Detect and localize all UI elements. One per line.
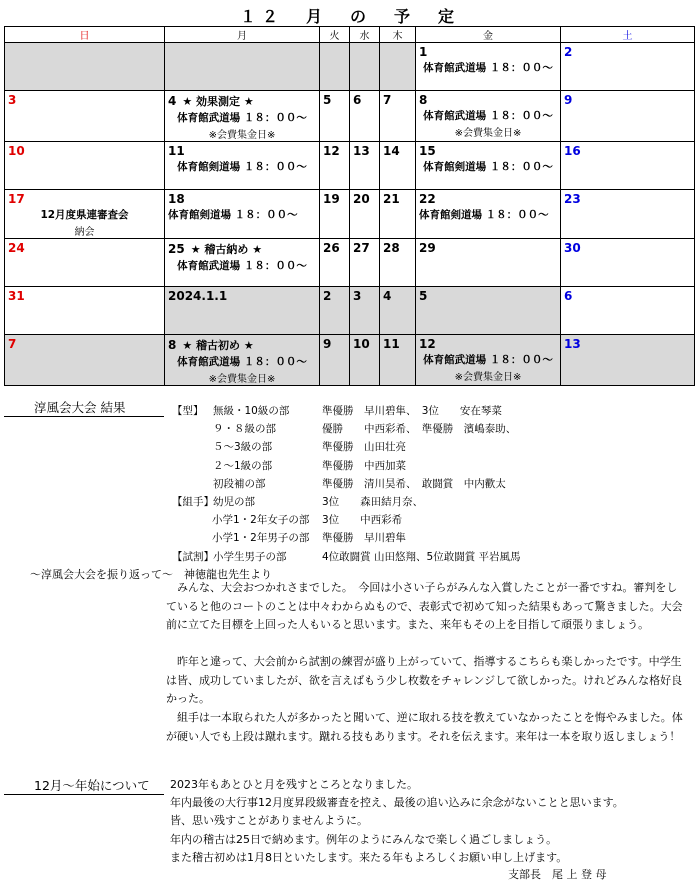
- day-cell: [5, 239, 165, 287]
- calendar-week: [5, 287, 695, 335]
- day-number: 4: [383, 289, 392, 303]
- day-cell: [5, 91, 165, 142]
- day-number-text: 25: [168, 242, 185, 256]
- day-number: [165, 91, 319, 109]
- day-number: [380, 43, 415, 45]
- day-cell: [320, 91, 350, 142]
- day-number: 2: [323, 289, 332, 303]
- day-cell: [416, 335, 561, 386]
- weekday-header: 金: [416, 27, 561, 43]
- day-number-text: 4: [168, 94, 177, 108]
- day-number-text: 29: [419, 241, 436, 255]
- event-line: 体育館武道場 １８：００～: [177, 112, 307, 124]
- day-cell: [5, 43, 165, 91]
- day-cell: [416, 91, 561, 142]
- day-cell: [350, 142, 380, 190]
- day-number-text: 15: [419, 144, 436, 158]
- day-number: [165, 335, 319, 353]
- result-category: 【組手】: [172, 496, 214, 508]
- day-cell: [380, 335, 416, 386]
- reflection-heading: ～淳風会大会を振り返って～ 神徳龍也先生より: [30, 568, 272, 581]
- day-cell: [350, 91, 380, 142]
- calendar-week: [5, 190, 695, 239]
- day-cell: [416, 287, 561, 335]
- day-cell: [561, 287, 695, 335]
- day-cell: [561, 239, 695, 287]
- result-division: 小学1・2年男子の部: [212, 532, 310, 545]
- event-line: 体育館武道場 １８：００～: [423, 110, 553, 122]
- calendar-week: [5, 335, 695, 386]
- day-cell: [320, 43, 350, 91]
- newyear-line: また稽古初めは1月8日といたします。来たる年もよろしくお願い申し上げます。: [170, 850, 568, 864]
- calendar-table: [4, 26, 695, 386]
- day-number: [5, 190, 164, 206]
- day-number: 12: [323, 144, 340, 158]
- calendar-week: [5, 142, 695, 190]
- day-number: 30: [564, 241, 581, 255]
- day-cell: [165, 142, 320, 190]
- day-number: 13: [353, 144, 370, 158]
- day-number: [165, 239, 319, 257]
- event-line: 体育館武道場 １８：００～: [177, 356, 307, 368]
- day-cell: [165, 335, 320, 386]
- day-number-text: 31: [8, 289, 25, 303]
- day-number: [5, 287, 164, 303]
- day-cell: [5, 190, 165, 239]
- result-winners: 準優勝 清川昊希、 敢闘賞 中内歡太: [322, 477, 506, 490]
- day-number: [416, 190, 560, 206]
- day-number-text: 2024.1.1: [168, 289, 228, 303]
- result-division: 初段補の部: [213, 477, 266, 490]
- day-number: [165, 287, 319, 303]
- signature: 支部長 尾 上 登 母: [508, 868, 607, 881]
- weekday-header: 木: [380, 27, 416, 43]
- day-cell: [5, 335, 165, 386]
- result-division: 幼児の部: [213, 496, 255, 508]
- event-line: 体育館剣道場 １８：００～: [177, 161, 307, 173]
- day-cell: [380, 142, 416, 190]
- day-number-text: 8: [419, 93, 428, 107]
- day-number: 11: [383, 337, 400, 351]
- day-number: 9: [564, 93, 573, 107]
- day-number-text: 24: [8, 241, 25, 255]
- result-category: 【型】: [172, 405, 204, 417]
- day-number: 21: [383, 192, 400, 206]
- day-number-text: 8: [168, 338, 177, 352]
- result-division: ２～1級の部: [213, 459, 273, 472]
- event-line: 12月度県連審査会: [40, 209, 129, 221]
- day-number: 5: [323, 93, 332, 107]
- day-number: 28: [383, 241, 400, 255]
- day-cell: [416, 190, 561, 239]
- day-cell: [416, 43, 561, 91]
- day-number: [5, 91, 164, 107]
- newyear-line: 年内の稽古は25日で納めます。例年のようにみんなで楽しく過ごしましょう。: [170, 832, 558, 846]
- day-number: 3: [353, 289, 362, 303]
- day-number: [416, 43, 560, 59]
- day-number: 7: [383, 93, 392, 107]
- newyear-line: 皆、思い残すことがありませんように。: [170, 814, 368, 828]
- day-number-text: 11: [168, 144, 185, 158]
- day-number: [165, 43, 319, 45]
- day-cell: [350, 239, 380, 287]
- day-cell: [320, 335, 350, 386]
- page-title: １２ 月 の 予 定: [239, 7, 460, 26]
- day-cell: [5, 142, 165, 190]
- newyear-heading: 12月～年始について: [4, 776, 164, 795]
- day-number: [165, 190, 319, 206]
- event-line: 体育館剣道場 １８：００～: [423, 161, 553, 173]
- day-cell: [561, 190, 695, 239]
- result-winners: 3位 森田結月奈、: [322, 496, 424, 508]
- day-number: 6: [564, 289, 573, 303]
- day-cell: [350, 190, 380, 239]
- reflection-paragraph: 組手は一本取られた人が多かったと聞いて、逆に取れる技を教えていなかったことを悔やみました。体が硬い人でも上段は蹴れます。蹴れる技もあります。それを伝えます。来年は一本を取り返しましょう！: [166, 711, 683, 743]
- day-cell: [380, 43, 416, 91]
- day-number: [416, 91, 560, 107]
- weekday-header: 水: [350, 27, 380, 43]
- result-division: ９・８級の部: [213, 423, 276, 436]
- result-category: 【試割】: [172, 550, 214, 563]
- newyear-line: 2023年もあとひと月を残すところとなりました。: [170, 778, 418, 791]
- day-number: [5, 142, 164, 158]
- day-number-text: 5: [419, 289, 428, 303]
- day-cell: [165, 287, 320, 335]
- event-line: 体育館剣道場 １８：００～: [419, 209, 549, 221]
- day-cell: [561, 335, 695, 386]
- day-number-text: 10: [8, 144, 25, 158]
- day-number-text: 3: [8, 93, 17, 107]
- result-winners: 準優勝 山田壮亮: [322, 441, 406, 454]
- event-note: ※会費集金日※: [208, 130, 276, 141]
- reflection-paragraph: 昨年と違って、大会前から試割の練習が盛り上がっていて、指導するこちらも楽しかったです。中学生は皆、成功していましたが、欲を言えばもう少し枚数をチャレンジして欲しかった。けれどみんな格好良かった。: [166, 655, 683, 705]
- result-division: ５～3級の部: [213, 441, 273, 454]
- day-cell: [416, 239, 561, 287]
- result-division: 小学生男子の部: [213, 550, 287, 563]
- event-label: ★ 効果測定 ★: [182, 95, 254, 108]
- day-number: 10: [353, 337, 370, 351]
- result-winners: 準優勝 早川碧隼: [322, 532, 406, 545]
- results-heading: 淳風会大会 結果: [4, 398, 164, 417]
- result-division: 小学1・2年女子の部: [212, 514, 310, 527]
- day-number: 26: [323, 241, 340, 255]
- day-cell: [350, 335, 380, 386]
- day-number: [320, 43, 349, 45]
- event-label: ★ 稽古初め ★: [182, 339, 254, 352]
- day-number: [5, 43, 164, 45]
- day-cell: [320, 142, 350, 190]
- calendar-week: [5, 91, 695, 142]
- day-cell: [380, 287, 416, 335]
- calendar-week: [5, 239, 695, 287]
- day-cell: [380, 91, 416, 142]
- result-winners: 準優勝 中西加菜: [322, 459, 406, 472]
- event-line: 体育館武道場 １８：００～: [423, 354, 553, 366]
- day-cell: [320, 190, 350, 239]
- day-number: 19: [323, 192, 340, 206]
- day-number-text: 18: [168, 192, 185, 206]
- event-line: 体育館武道場 １８：００～: [177, 260, 307, 272]
- reflection-paragraph: みんな、大会おつかれさまでした。 今回は小さい子らがみんな入賞したことが一番ですね。審判をしていると他のコートのことは中々わからぬもので、表彰式で初めて知った結果もあって驚きました。大会前に立てた目標を上回った人もいると思います。また、来年もその上を目指して頑張りましょう。: [166, 581, 683, 631]
- day-number: 16: [564, 144, 581, 158]
- day-number-text: 12: [419, 337, 436, 351]
- day-cell: [561, 91, 695, 142]
- day-cell: [165, 239, 320, 287]
- result-winners: 準優勝 早川碧隼、 3位 安在琴菜: [322, 405, 502, 417]
- day-number: 2: [564, 45, 573, 59]
- day-number: 14: [383, 144, 400, 158]
- day-number: [165, 142, 319, 158]
- event-note: ※会費集金日※: [208, 374, 276, 385]
- day-number: 27: [353, 241, 370, 255]
- day-cell: [561, 43, 695, 91]
- day-cell: [380, 190, 416, 239]
- weekday-header: 火: [320, 27, 350, 43]
- result-division: 無級・10級の部: [213, 405, 290, 417]
- day-number: 13: [564, 337, 581, 351]
- weekday-header: 月: [165, 27, 320, 43]
- day-cell: [320, 239, 350, 287]
- result-winners: 3位 中西彩希: [322, 514, 403, 527]
- day-number: [416, 335, 560, 351]
- day-number: [416, 287, 560, 303]
- day-number: [350, 43, 379, 45]
- day-number: 20: [353, 192, 370, 206]
- day-cell: [561, 142, 695, 190]
- day-cell: [165, 91, 320, 142]
- day-number-text: 22: [419, 192, 436, 206]
- day-number-text: 1: [419, 45, 428, 59]
- day-number: 23: [564, 192, 581, 206]
- event-label: ★ 稽古納め ★: [190, 243, 263, 256]
- day-number-text: 17: [8, 192, 25, 206]
- result-winners: 優勝 中西彩希、 準優勝 濱嶋泰助、: [322, 423, 517, 436]
- day-cell: [350, 43, 380, 91]
- day-cell: [5, 287, 165, 335]
- day-number: [5, 335, 164, 351]
- event-note: ※会費集金日※: [454, 128, 522, 139]
- newyear-line: 年内最後の大行事12月度昇段級審査を控え、最後の追い込みに余念がないことと思います。: [170, 796, 624, 810]
- event-note: ※会費集金日※: [454, 372, 522, 383]
- calendar-week: [5, 43, 695, 91]
- event-line: 体育館剣道場 １８：００～: [168, 209, 298, 221]
- event-line: 体育館武道場 １８：００～: [423, 62, 553, 74]
- day-cell: [320, 287, 350, 335]
- day-cell: [416, 142, 561, 190]
- day-number: [416, 142, 560, 158]
- day-number: 9: [323, 337, 332, 351]
- day-cell: [165, 190, 320, 239]
- result-winners: 4位敢闘賞 山田悠翔、5位敢闘賞 平岩風馬: [322, 550, 521, 563]
- event-note: 納会: [74, 227, 95, 238]
- weekday-header: 土: [561, 27, 695, 43]
- day-number-text: 7: [8, 337, 17, 351]
- day-number: 6: [353, 93, 362, 107]
- day-number: [5, 239, 164, 255]
- day-cell: [165, 43, 320, 91]
- day-cell: [380, 239, 416, 287]
- day-cell: [350, 287, 380, 335]
- day-number: [416, 239, 560, 255]
- weekday-header: 日: [5, 27, 165, 43]
